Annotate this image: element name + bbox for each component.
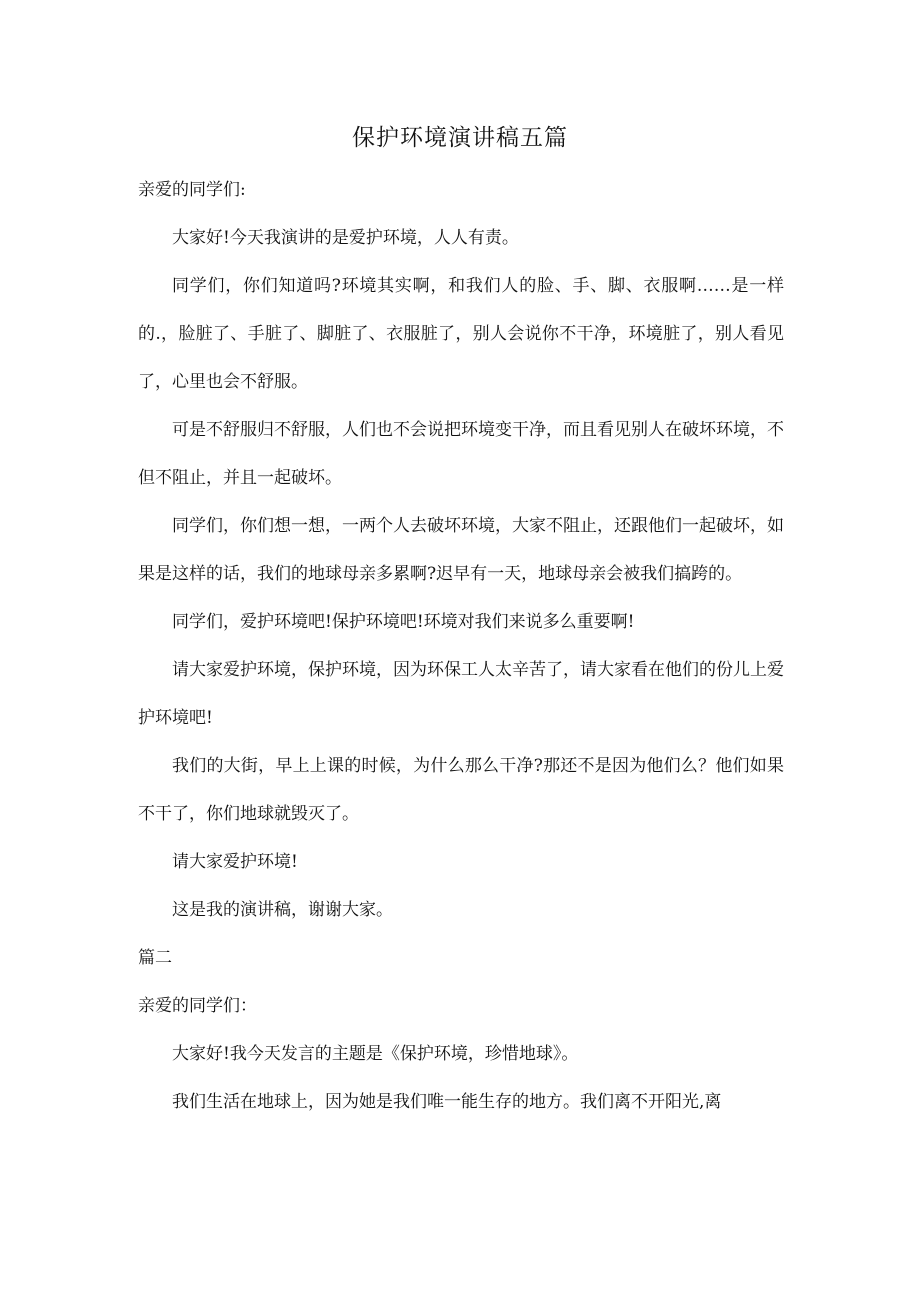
paragraph: 大家好!我今天发言的主题是《保护环境，珍惜地球》。 (172, 1044, 579, 1064)
section-heading: 篇二 (138, 948, 172, 968)
paragraph: 大家好!今天我演讲的是爱护环境，人人有责。 (172, 228, 519, 248)
paragraph: 请大家爱护环境! (172, 852, 298, 872)
document-body (138, 166, 784, 1126)
paragraph: 请大家爱护环境，保护环境，因为环保工人太辛苦了，请大家看在他们的份儿上爱护环境吧! (138, 660, 784, 728)
document-title: 保护环境演讲稿五篇 (352, 125, 568, 151)
paragraph: 可是不舒服归不舒服，人们也不会说把环境变干净，而且看见别人在破坏环境，不但不阻止，并且一起破坏。 (138, 420, 784, 488)
paragraph-salutation: 亲爱的同学们: (138, 180, 246, 200)
paragraph: 这是我的演讲稿，谢谢大家。 (172, 900, 393, 920)
paragraph: 同学们，你们知道吗?环境其实啊，和我们人的脸、手、脚、衣服啊……是一样的.，脸脏了、手脏了、脚脏了、衣服脏了，别人会说你不干净，环境脏了，别人看见了，心里也会不舒服。 (138, 276, 784, 392)
paragraph: 我们生活在地球上，因为她是我们唯一能生存的地方。我们离不开阳光,离 (172, 1092, 722, 1112)
paragraph-salutation: 亲爱的同学们： (138, 996, 257, 1016)
paragraph: 同学们，你们想一想，一两个人去破坏环境，大家不阻止，还跟他们一起破坏，如果是这样的话，我们的地球母亲多累啊?迟早有一天，地球母亲会被我们搞跨的。 (138, 516, 784, 584)
paragraph: 同学们，爱护环境吧!保护环境吧!环境对我们来说多么重要啊! (172, 612, 635, 632)
paragraph: 我们的大街，早上上课的时候，为什么那么干净?那还不是因为他们么？他们如果不干了，你们地球就毁灭了。 (138, 756, 784, 824)
